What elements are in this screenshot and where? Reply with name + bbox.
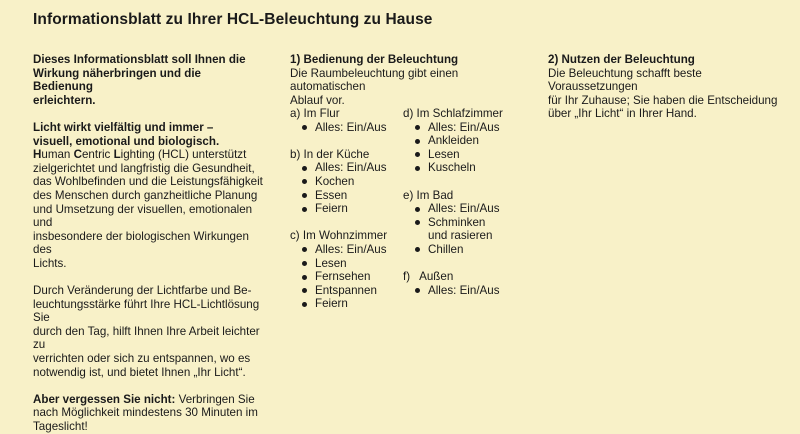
scene-item: Lesen (415, 148, 533, 162)
room-group-flur (290, 107, 400, 134)
intro-paragraph (33, 284, 263, 379)
room-label: a) Im Flur (290, 107, 340, 120)
intro-lead-line: Wirkung näherbringen und die Bedienung (33, 66, 202, 94)
body-line: das Wohlbefinden und die Leistungsfähigkeit (33, 175, 263, 189)
body-line: Lichts. (33, 256, 67, 270)
scene-item: Fernsehen (302, 270, 400, 284)
scene-item: Entspannen (302, 284, 400, 298)
operation-heading: 1) Bedienung der Beleuchtung (290, 53, 459, 66)
operation-desc-line: Die Raumbeleuchtung gibt einen automatischen (290, 66, 459, 94)
hcl-letter: H (33, 148, 42, 162)
intro-lead (33, 53, 263, 107)
operation-desc-line: Ablauf vor. (290, 93, 345, 107)
intro-column (33, 53, 263, 434)
intro-heading-line: visuell, emotional und biologisch. (33, 134, 220, 148)
room-label: f) Außen (403, 270, 454, 284)
hcl-letter: L (113, 148, 121, 162)
scene-item: Alles: Ein/Aus (415, 284, 533, 298)
scene-item: Alles: Ein/Aus (302, 121, 400, 135)
intro-lead-line: erleichtern. (33, 93, 96, 107)
rooms-right (403, 107, 533, 297)
reminder-label: Aber vergessen Sie nicht: (33, 392, 176, 406)
scene-item-continuation: und rasieren (428, 229, 493, 243)
daylight-reminder (33, 393, 263, 434)
room-label: c) Im Wohnzimmer (290, 229, 388, 243)
scene-item: Lesen (302, 257, 400, 271)
paragraph-line: durch den Tag, hilft Ihnen Ihre Arbeit leichter zu (33, 324, 260, 352)
operation-column (290, 53, 530, 107)
intro-heading-line: Licht wirkt vielfältig und immer – (33, 120, 214, 134)
body-line: insbesondere der biologischen Wirkungen des (33, 229, 249, 257)
intro-heading (33, 121, 263, 148)
intro-lead-line: Dieses Informationsblatt soll Ihnen die (33, 53, 246, 66)
body-line: zielgerichtet und langfristig die Gesundheit, (33, 161, 255, 175)
scene-item: Feiern (302, 297, 400, 311)
paragraph-line: leuchtungsstärke führt Ihre HCL-Lichtlösung Sie (33, 297, 260, 325)
room-group-kueche (290, 148, 400, 216)
scene-item: Alles: Ein/Aus (415, 121, 533, 135)
page-title: Informationsblatt zu Ihrer HCL-Beleuchtung zu Hause (33, 11, 433, 28)
scene-item: Alles: Ein/Aus (415, 202, 533, 216)
body-line: des Menschen durch ganzheitliche Planung (33, 188, 258, 202)
hcl-text: uman (41, 148, 74, 162)
benefit-line: Die Beleuchtung schafft beste Voraussetzungen (548, 66, 702, 94)
scene-item: Chillen (415, 243, 533, 257)
rooms-left (290, 107, 400, 311)
benefit-line: über „Ihr Licht“ in Ihrer Hand. (548, 107, 697, 121)
reminder-line: Tageslicht! (33, 420, 88, 434)
scene-item: Alles: Ein/Aus (302, 161, 400, 175)
reminder-line: nach Möglichkeit mindestens 30 Minuten im (33, 406, 258, 420)
room-group-schlafzimmer (403, 107, 533, 175)
benefit-line: für Ihr Zuhause; Sie haben die Entscheidung (548, 93, 778, 107)
reminder-text: Verbringen Sie (175, 392, 255, 406)
room-label: b) In der Küche (290, 147, 370, 161)
hcl-letter: C (73, 148, 82, 162)
scene-item: Alles: Ein/Aus (302, 243, 400, 257)
hcl-line (33, 148, 263, 162)
benefit-heading: 2) Nutzen der Beleuchtung (548, 53, 695, 66)
room-label: e) Im Bad (403, 188, 454, 202)
hcl-text: entric (81, 148, 114, 162)
room-group-aussen (403, 270, 533, 297)
scene-item: Feiern (302, 202, 400, 216)
room-group-wohnzimmer (290, 229, 400, 311)
paragraph-line: verrichten oder sich zu entspannen, wo es (33, 352, 251, 366)
scene-item: Ankleiden (415, 134, 533, 148)
paragraph-line: notwendig ist, und bietet Ihnen „Ihr Licht“. (33, 365, 246, 379)
benefit-column (548, 53, 778, 121)
paragraph-line: Durch Veränderung der Lichtfarbe und Be- (33, 284, 252, 298)
body-line: und Umsetzung der visuellen, emotionalen und (33, 202, 253, 230)
scene-item: Kochen (302, 175, 400, 189)
hcl-definition (33, 148, 263, 270)
reminder-line (33, 393, 263, 407)
room-group-bad (403, 189, 533, 257)
hcl-text: ighting (HCL) unterstützt (120, 148, 247, 162)
scene-item: Essen (302, 189, 400, 203)
scene-item: Schminken (415, 216, 533, 230)
scene-item: Kuscheln (415, 161, 533, 175)
room-label: d) Im Schlafzimmer (403, 107, 503, 120)
